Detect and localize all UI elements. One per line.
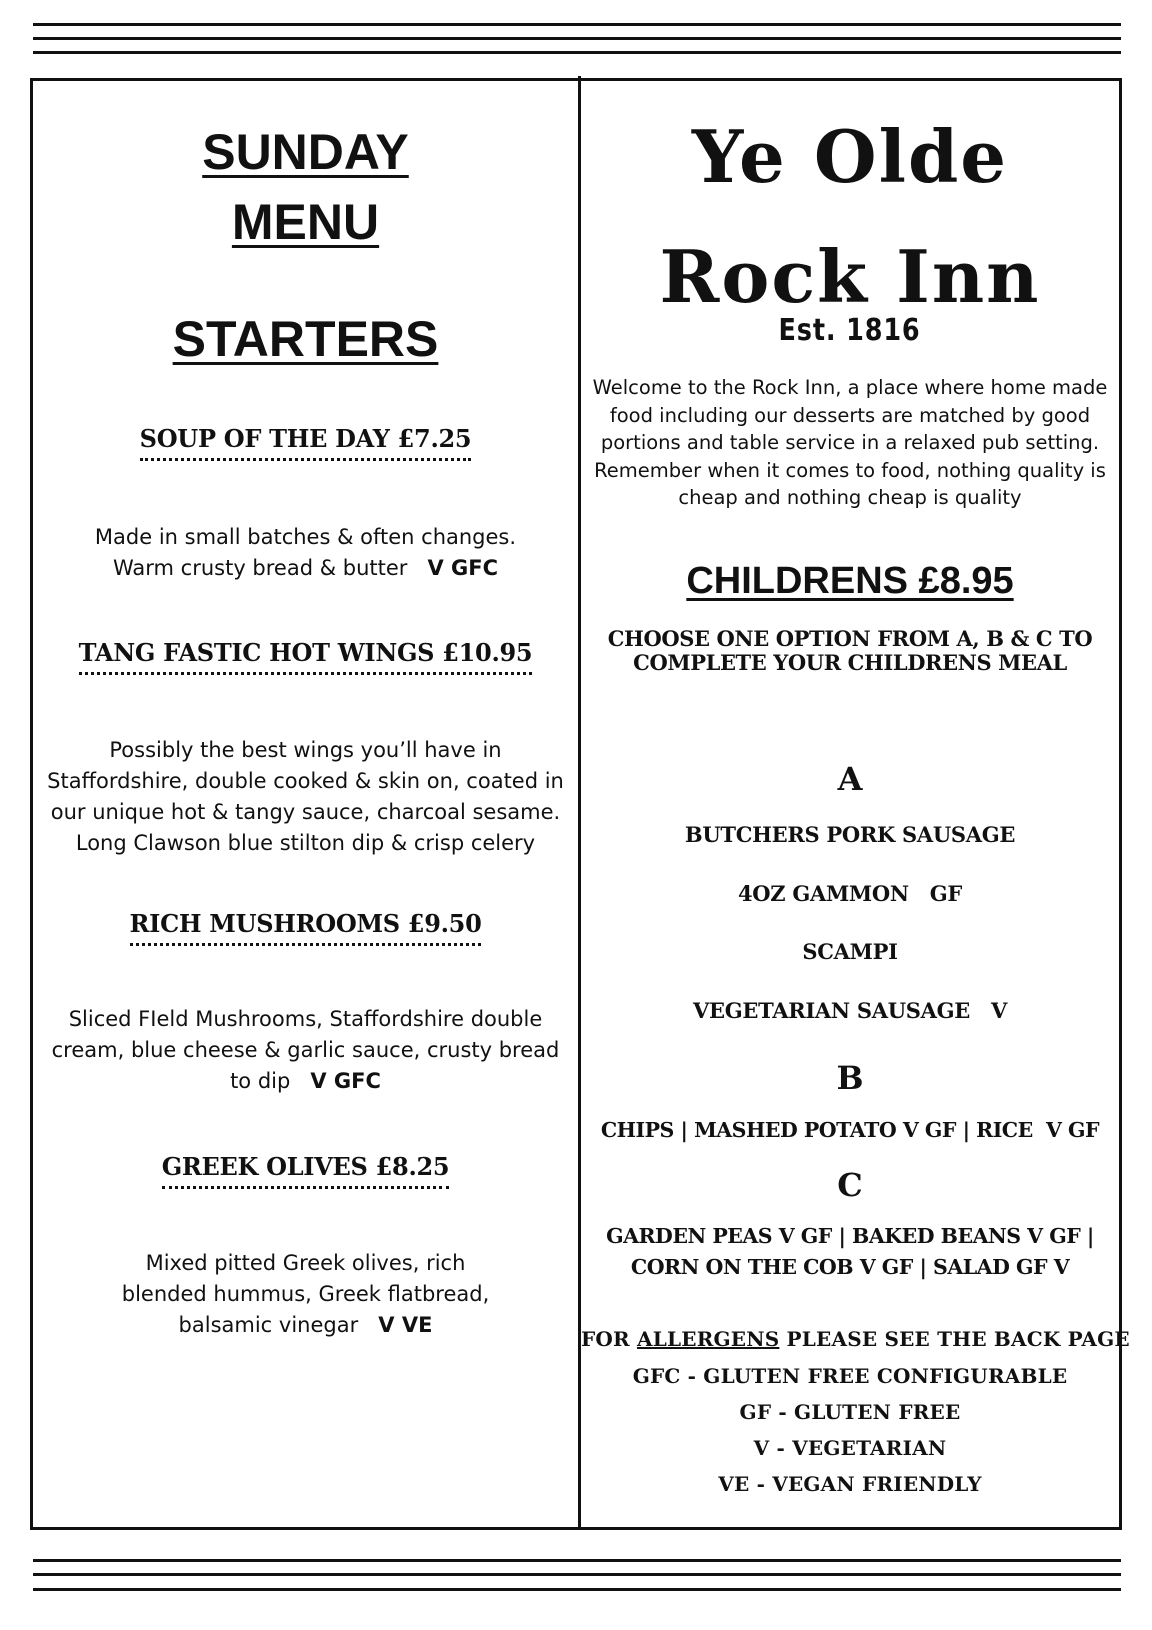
item-desc-soup-line1: Made in small batches & often changes.	[94, 525, 517, 549]
childrens-title: CHILDRENS £8.95	[686, 560, 1014, 602]
item-title-olives: GREEK OLIVES £8.25	[162, 1152, 450, 1189]
menu-title-line1: SUNDAY	[202, 124, 409, 180]
item-desc-mushrooms-line1: Sliced FIeld Mushrooms, Staffordshire double	[68, 1007, 543, 1031]
item-title-wings: TANG FASTIC HOT WINGS £10.95	[79, 638, 533, 675]
item-tags-mushrooms: V GFC	[310, 1069, 381, 1093]
welcome-line5: cheap and nothing cheap is quality	[678, 486, 1022, 509]
allergen-prefix: FOR	[581, 1327, 638, 1351]
item-title-mushrooms: RICH MUSHROOMS £9.50	[130, 909, 482, 946]
allergen-suffix: PLEASE SEE THE BACK PAGE	[779, 1327, 1130, 1351]
menu-title-line2: MENU	[231, 194, 380, 250]
welcome-line1: Welcome to the Rock Inn, a place where home made	[592, 376, 1108, 399]
top-rule-2	[33, 37, 1121, 40]
top-rule-3	[33, 51, 1121, 54]
established-year: Est. 1816	[779, 313, 921, 348]
item-desc-mushrooms-line3: to dip	[230, 1069, 291, 1093]
item-desc-wings-line3: our unique hot & tangy sauce, charcoal sesame.	[50, 800, 561, 824]
allergens-link[interactable]: ALLERGENS	[637, 1327, 780, 1351]
bottom-rule-1	[33, 1559, 1121, 1562]
item-desc-olives-line2: blended hummus, Greek flatbread,	[121, 1282, 490, 1306]
allergen-note	[581, 1327, 1130, 1351]
bottom-rule-3	[33, 1588, 1121, 1591]
option-a-item-4: VEGETARIAN SAUSAGE V	[693, 998, 1007, 1023]
item-title-soup: SOUP OF THE DAY £7.25	[140, 424, 472, 461]
item-desc-wings-line1: Possibly the best wings you’ll have in	[109, 738, 502, 762]
legend-gf: GF - GLUTEN FREE	[739, 1400, 961, 1424]
welcome-line2: food including our desserts are matched by good	[609, 403, 1091, 427]
item-tags-olives: V VE	[378, 1313, 433, 1337]
bottom-rule-2	[33, 1573, 1121, 1576]
welcome-line3: portions and table service in a relaxed pub setting.	[600, 431, 1100, 454]
left-column	[33, 81, 578, 1527]
item-desc-wings-line4: Long Clawson blue stilton dip & crisp celery	[75, 831, 536, 855]
item-desc-olives-line1: Mixed pitted Greek olives, rich	[145, 1251, 466, 1275]
option-a-item-3: SCAMPI	[802, 939, 898, 964]
option-c-line2: CORN ON THE COB V GF | SALAD GF V	[630, 1255, 1070, 1279]
option-c-label: C	[837, 1166, 863, 1204]
option-b-text: CHIPS | MASHED POTATO V GF | RICE V GF	[600, 1118, 1100, 1142]
childrens-sub-line2: COMPLETE YOUR CHILDRENS MEAL	[633, 650, 1067, 675]
childrens-sub-line1: CHOOSE ONE OPTION FROM A, B & C TO	[607, 626, 1093, 651]
legend-ve: VE - VEGAN FRIENDLY	[718, 1472, 982, 1496]
logo-line1: Ye Olde	[691, 114, 1009, 199]
item-desc-olives-line3: balsamic vinegar	[178, 1313, 359, 1337]
item-desc-wings-line2: Staffordshire, double cooked & skin on, coated in	[47, 769, 564, 793]
top-rule-1	[33, 23, 1121, 26]
option-a-item-1: BUTCHERS PORK SAUSAGE	[684, 822, 1016, 847]
option-a-label: A	[837, 760, 863, 798]
legend-v: V - VEGETARIAN	[753, 1436, 947, 1460]
option-a-item-2: 4OZ GAMMON GF	[737, 881, 963, 906]
item-tags-soup: V GFC	[427, 556, 499, 580]
option-b-label: B	[836, 1059, 864, 1097]
logo-line2: Rock Inn	[659, 234, 1041, 319]
item-desc-mushrooms-line2: cream, blue cheese & garlic sauce, crusty bread	[51, 1038, 560, 1062]
option-c-line1: GARDEN PEAS V GF | BAKED BEANS V GF |	[606, 1224, 1094, 1248]
right-column	[581, 81, 1130, 1527]
item-desc-soup-line2: Warm crusty bread & butter	[112, 556, 408, 580]
welcome-line4: Remember when it comes to food, nothing quality is	[594, 458, 1106, 482]
section-title: STARTERS	[172, 311, 439, 367]
legend-gfc: GFC - GLUTEN FREE CONFIGURABLE	[632, 1364, 1068, 1388]
